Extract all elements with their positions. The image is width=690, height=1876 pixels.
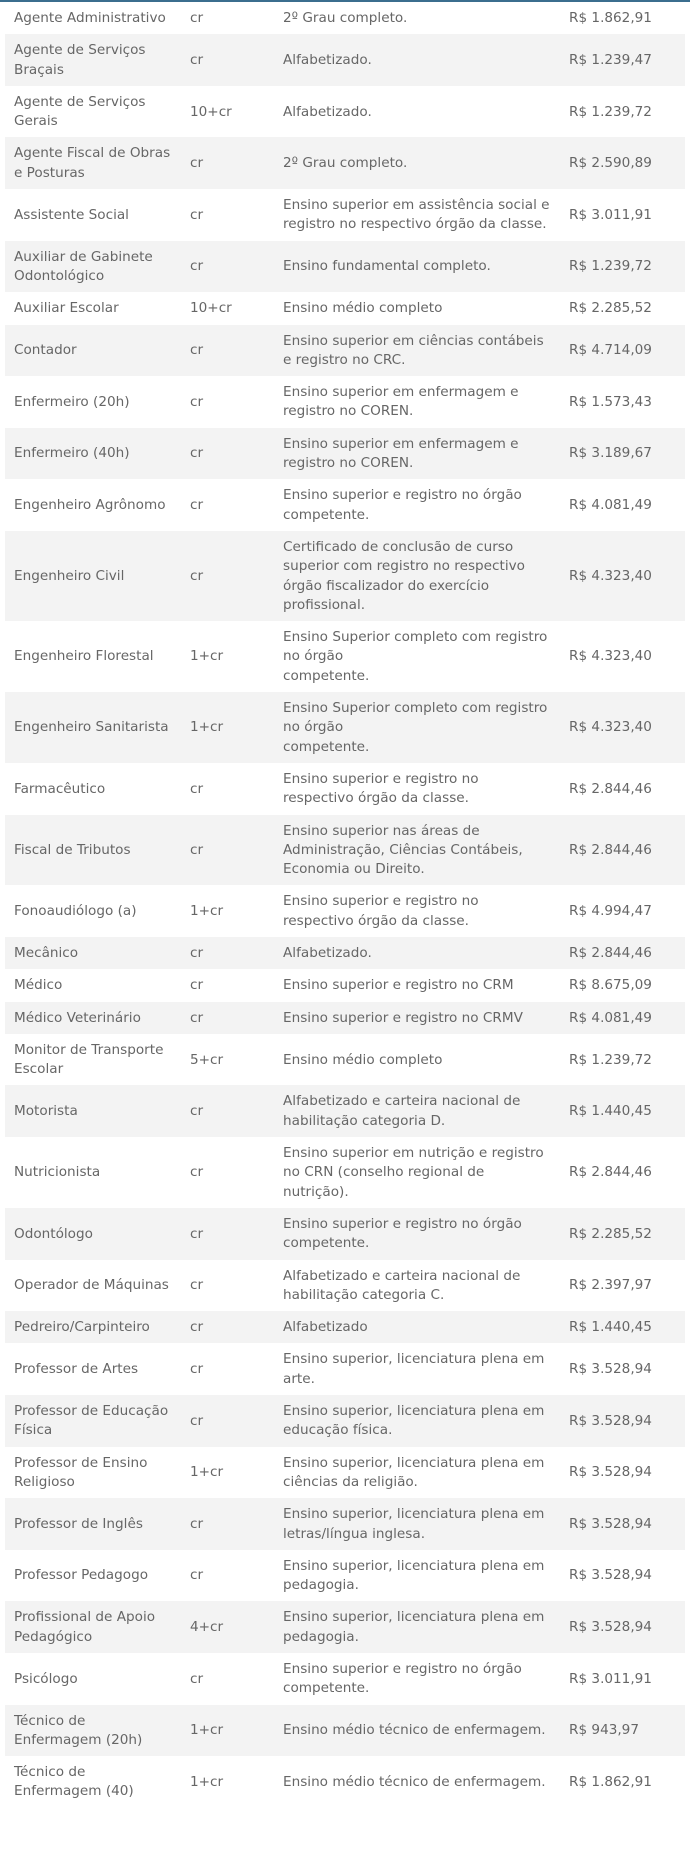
requisito-cell: Certificado de conclusão de curso superior com registro no respectivo órgão fiscalizador do exercício profissional. — [275, 531, 563, 621]
cargo-cell: Professor Pedagogo — [5, 1550, 182, 1602]
table-row — [5, 1498, 685, 1550]
vagas-cell: cr — [182, 376, 275, 428]
cargo-cell: Pedreiro/Carpinteiro — [5, 1311, 182, 1343]
cargo-cell: Profissional de Apoio Pedagógico — [5, 1601, 182, 1653]
requisito-cell: 2º Grau completo. — [275, 2, 563, 34]
job-positions-table — [5, 2, 685, 1808]
requisito-cell: Alfabetizado — [275, 1311, 563, 1343]
vencimento-cell: R$ 3.011,91 — [563, 1653, 685, 1705]
vencimento-cell: R$ 2.844,46 — [563, 937, 685, 969]
vencimento-cell: R$ 3.528,94 — [563, 1343, 685, 1395]
requisito-cell: Ensino superior em ciências contábeis e registro no CRC. — [275, 325, 563, 377]
vencimento-cell: R$ 4.714,09 — [563, 325, 685, 377]
table-row — [5, 621, 685, 692]
requisito-cell: Ensino superior, licenciatura plena em arte. — [275, 1343, 563, 1395]
requisito-cell: Ensino fundamental completo. — [275, 241, 563, 293]
requisito-cell: Ensino superior e registro no CRMV — [275, 1002, 563, 1034]
requisito-cell: Ensino médio técnico de enfermagem. — [275, 1705, 563, 1757]
vencimento-cell: R$ 2.844,46 — [563, 1137, 685, 1208]
cargo-cell: Odontólogo — [5, 1208, 182, 1260]
table-row — [5, 1601, 685, 1653]
vagas-cell: cr — [182, 1311, 275, 1343]
table-row — [5, 1002, 685, 1034]
vencimento-cell: R$ 3.189,67 — [563, 428, 685, 480]
table-row — [5, 1137, 685, 1208]
vagas-cell: cr — [182, 428, 275, 480]
requisito-cell: Ensino médio completo — [275, 292, 563, 324]
table-row — [5, 1085, 685, 1137]
vagas-cell: cr — [182, 241, 275, 293]
cargo-cell: Professor de Inglês — [5, 1498, 182, 1550]
vagas-cell: cr — [182, 1653, 275, 1705]
cargo-cell: Professor de Artes — [5, 1343, 182, 1395]
cargo-cell: Engenheiro Florestal — [5, 621, 182, 692]
vagas-cell: cr — [182, 815, 275, 886]
table-row — [5, 1311, 685, 1343]
cargo-cell: Engenheiro Sanitarista — [5, 692, 182, 763]
requisito-cell: Ensino médio técnico de enfermagem. — [275, 1756, 563, 1808]
vencimento-cell: R$ 943,97 — [563, 1705, 685, 1757]
requisito-cell: Ensino superior e registro no órgão competente. — [275, 1208, 563, 1260]
vagas-cell: cr — [182, 937, 275, 969]
table-row — [5, 531, 685, 621]
cargo-cell: Fonoaudiólogo (a) — [5, 885, 182, 937]
vencimento-cell: R$ 3.528,94 — [563, 1447, 685, 1499]
cargo-cell: Engenheiro Agrônomo — [5, 479, 182, 531]
requisito-cell: Alfabetizado. — [275, 937, 563, 969]
vagas-cell: cr — [182, 1550, 275, 1602]
cargo-cell: Técnico de Enfermagem (20h) — [5, 1705, 182, 1757]
table-row — [5, 937, 685, 969]
table-row — [5, 692, 685, 763]
vencimento-cell: R$ 2.285,52 — [563, 1208, 685, 1260]
vencimento-cell: R$ 1.440,45 — [563, 1085, 685, 1137]
requisito-cell: Ensino superior e registro no respectivo órgão da classe. — [275, 885, 563, 937]
cargo-cell: Engenheiro Civil — [5, 531, 182, 621]
vencimento-cell: R$ 2.590,89 — [563, 137, 685, 189]
vencimento-cell: R$ 1.239,72 — [563, 241, 685, 293]
table-row — [5, 885, 685, 937]
cargo-cell: Médico Veterinário — [5, 1002, 182, 1034]
requisito-cell: Ensino médio completo — [275, 1034, 563, 1086]
table-row — [5, 1756, 685, 1808]
table-row — [5, 1395, 685, 1447]
table-row — [5, 1343, 685, 1395]
vagas-cell: cr — [182, 1498, 275, 1550]
table-row — [5, 969, 685, 1001]
vencimento-cell: R$ 1.862,91 — [563, 2, 685, 34]
vagas-cell: cr — [182, 1395, 275, 1447]
vencimento-cell: R$ 1.239,72 — [563, 86, 685, 138]
table-row — [5, 1653, 685, 1705]
requisito-cell: Ensino superior em nutrição e registro no CRN (conselho regional de nutrição). — [275, 1137, 563, 1208]
table-row — [5, 325, 685, 377]
vagas-cell: 4+cr — [182, 1601, 275, 1653]
cargo-cell: Auxiliar Escolar — [5, 292, 182, 324]
table-row — [5, 241, 685, 293]
requisito-cell: Alfabetizado e carteira nacional de habilitação categoria D. — [275, 1085, 563, 1137]
vagas-cell: cr — [182, 325, 275, 377]
cargo-cell: Agente Fiscal de Obras e Posturas — [5, 137, 182, 189]
table-row — [5, 292, 685, 324]
cargo-cell: Psicólogo — [5, 1653, 182, 1705]
requisito-cell: Ensino superior e registro no órgão competente. — [275, 1653, 563, 1705]
cargo-cell: Professor de Educação Física — [5, 1395, 182, 1447]
cargo-cell: Agente Administrativo — [5, 2, 182, 34]
vagas-cell: cr — [182, 137, 275, 189]
vencimento-cell: R$ 4.323,40 — [563, 621, 685, 692]
requisito-cell: Ensino superior em enfermagem e registro no COREN. — [275, 428, 563, 480]
vagas-cell: 1+cr — [182, 692, 275, 763]
vencimento-cell: R$ 1.239,47 — [563, 34, 685, 86]
vencimento-cell: R$ 1.862,91 — [563, 1756, 685, 1808]
vencimento-cell: R$ 4.081,49 — [563, 479, 685, 531]
table-row — [5, 428, 685, 480]
requisito-cell: Ensino superior, licenciatura plena em ciências da religião. — [275, 1447, 563, 1499]
vencimento-cell: R$ 4.323,40 — [563, 692, 685, 763]
vencimento-cell: R$ 3.528,94 — [563, 1395, 685, 1447]
vagas-cell: 10+cr — [182, 292, 275, 324]
requisito-cell: Ensino Superior completo com registro no órgão competente. — [275, 621, 563, 692]
cargo-cell: Contador — [5, 325, 182, 377]
vagas-cell: cr — [182, 531, 275, 621]
vagas-cell: 10+cr — [182, 86, 275, 138]
table-row — [5, 376, 685, 428]
table-row — [5, 1208, 685, 1260]
vagas-cell: cr — [182, 1002, 275, 1034]
vagas-cell: cr — [182, 479, 275, 531]
cargo-cell: Auxiliar de Gabinete Odontológico — [5, 241, 182, 293]
vencimento-cell: R$ 8.675,09 — [563, 969, 685, 1001]
vencimento-cell: R$ 4.081,49 — [563, 1002, 685, 1034]
cargo-cell: Agente de Serviços Braçais — [5, 34, 182, 86]
requisito-cell: Alfabetizado. — [275, 34, 563, 86]
requisito-cell: Ensino superior e registro no CRM — [275, 969, 563, 1001]
vagas-cell: 1+cr — [182, 885, 275, 937]
table-row — [5, 1034, 685, 1086]
table-row — [5, 1550, 685, 1602]
vagas-cell: 5+cr — [182, 1034, 275, 1086]
vagas-cell: cr — [182, 34, 275, 86]
vagas-cell: cr — [182, 2, 275, 34]
table-row — [5, 815, 685, 886]
vencimento-cell: R$ 2.285,52 — [563, 292, 685, 324]
requisito-cell: Ensino superior, licenciatura plena em pedagogia. — [275, 1601, 563, 1653]
cargo-cell: Assistente Social — [5, 189, 182, 241]
cargo-cell: Fiscal de Tributos — [5, 815, 182, 886]
requisito-cell: Alfabetizado e carteira nacional de habilitação categoria C. — [275, 1260, 563, 1312]
vagas-cell: cr — [182, 763, 275, 815]
requisito-cell: Ensino superior e registro no órgão competente. — [275, 479, 563, 531]
cargo-cell: Motorista — [5, 1085, 182, 1137]
cargo-cell: Enfermeiro (20h) — [5, 376, 182, 428]
vencimento-cell: R$ 2.397,97 — [563, 1260, 685, 1312]
vagas-cell: 1+cr — [182, 621, 275, 692]
requisito-cell: Ensino superior e registro no respectivo órgão da classe. — [275, 763, 563, 815]
vagas-cell: 1+cr — [182, 1756, 275, 1808]
cargo-cell: Farmacêutico — [5, 763, 182, 815]
vagas-cell: 1+cr — [182, 1705, 275, 1757]
vencimento-cell: R$ 4.323,40 — [563, 531, 685, 621]
vencimento-cell: R$ 4.994,47 — [563, 885, 685, 937]
vencimento-cell: R$ 1.239,72 — [563, 1034, 685, 1086]
vagas-cell: cr — [182, 1260, 275, 1312]
table-row — [5, 1705, 685, 1757]
cargo-cell: Agente de Serviços Gerais — [5, 86, 182, 138]
cargo-cell: Médico — [5, 969, 182, 1001]
requisito-cell: Ensino Superior completo com registro no órgão competente. — [275, 692, 563, 763]
cargo-cell: Técnico de Enfermagem (40) — [5, 1756, 182, 1808]
requisito-cell: Ensino superior nas áreas de Administração, Ciências Contábeis, Economia ou Direito. — [275, 815, 563, 886]
cargo-cell: Professor de Ensino Religioso — [5, 1447, 182, 1499]
requisito-cell: Ensino superior, licenciatura plena em letras/língua inglesa. — [275, 1498, 563, 1550]
table-row — [5, 479, 685, 531]
requisito-cell: Ensino superior, licenciatura plena em educação física. — [275, 1395, 563, 1447]
requisito-cell: Ensino superior, licenciatura plena em pedagogia. — [275, 1550, 563, 1602]
vagas-cell: cr — [182, 1208, 275, 1260]
vencimento-cell: R$ 1.573,43 — [563, 376, 685, 428]
cargo-cell: Enfermeiro (40h) — [5, 428, 182, 480]
table-row — [5, 86, 685, 138]
cargo-cell: Monitor de Transporte Escolar — [5, 1034, 182, 1086]
vagas-cell: cr — [182, 969, 275, 1001]
requisito-cell: Ensino superior em assistência social e registro no respectivo órgão da classe. — [275, 189, 563, 241]
vencimento-cell: R$ 3.528,94 — [563, 1550, 685, 1602]
vagas-cell: cr — [182, 1343, 275, 1395]
vencimento-cell: R$ 3.528,94 — [563, 1601, 685, 1653]
requisito-cell: Alfabetizado. — [275, 86, 563, 138]
table-row — [5, 2, 685, 34]
cargo-cell: Mecânico — [5, 937, 182, 969]
requisito-cell: Ensino superior em enfermagem e registro no COREN. — [275, 376, 563, 428]
table-row — [5, 34, 685, 86]
table-row — [5, 1260, 685, 1312]
vagas-cell: cr — [182, 1137, 275, 1208]
table-body — [5, 2, 685, 1808]
table-row — [5, 763, 685, 815]
table-row — [5, 189, 685, 241]
vagas-cell: cr — [182, 189, 275, 241]
cargo-cell: Operador de Máquinas — [5, 1260, 182, 1312]
vagas-cell: 1+cr — [182, 1447, 275, 1499]
table-row — [5, 137, 685, 189]
vencimento-cell: R$ 2.844,46 — [563, 763, 685, 815]
vencimento-cell: R$ 3.528,94 — [563, 1498, 685, 1550]
requisito-cell: 2º Grau completo. — [275, 137, 563, 189]
vencimento-cell: R$ 3.011,91 — [563, 189, 685, 241]
vencimento-cell: R$ 2.844,46 — [563, 815, 685, 886]
vagas-cell: cr — [182, 1085, 275, 1137]
table-row — [5, 1447, 685, 1499]
cargo-cell: Nutricionista — [5, 1137, 182, 1208]
vencimento-cell: R$ 1.440,45 — [563, 1311, 685, 1343]
